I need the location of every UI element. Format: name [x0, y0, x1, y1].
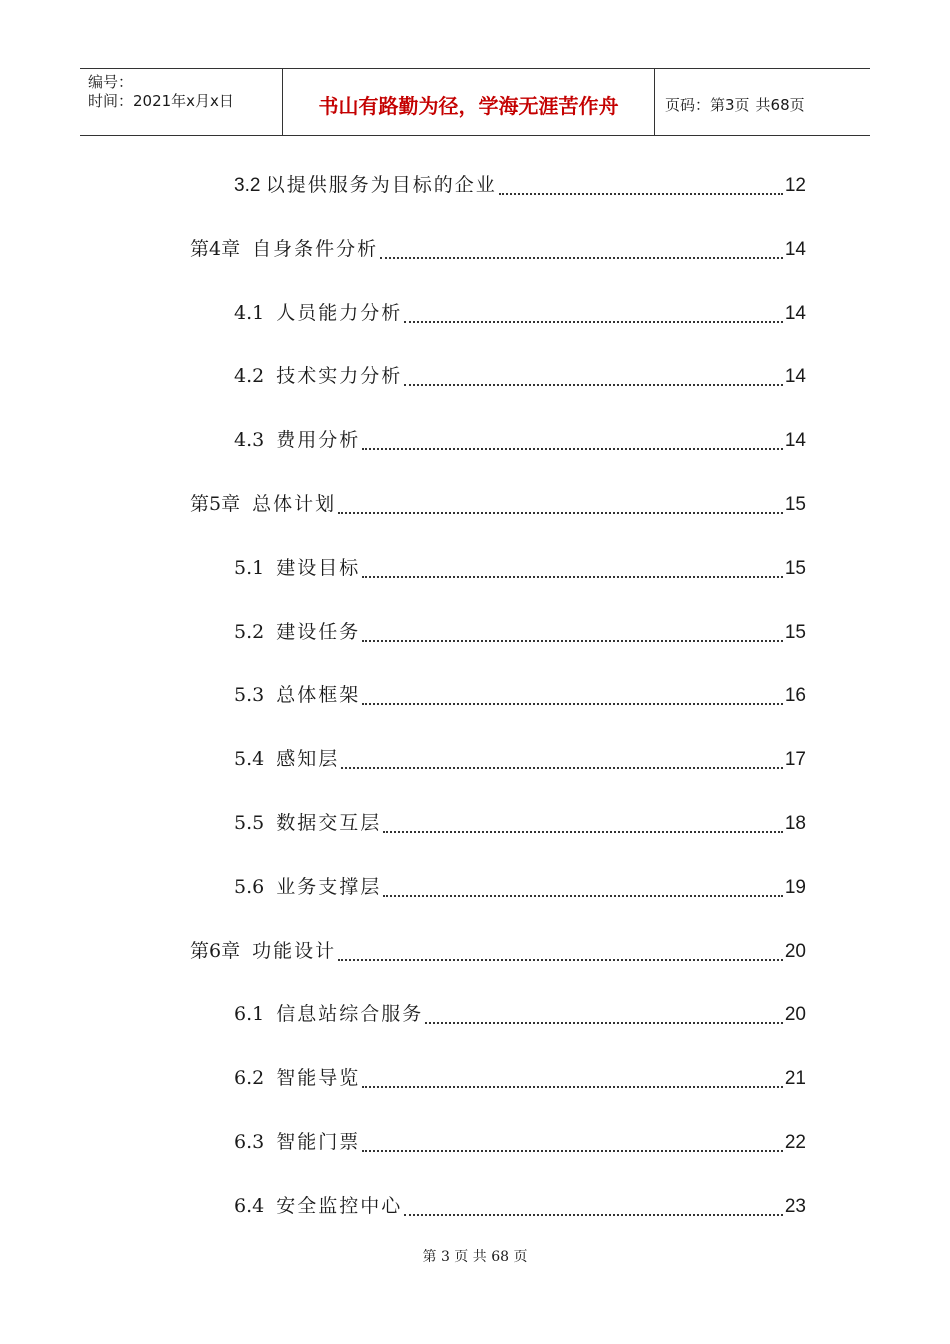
toc-dot-leader — [425, 1021, 783, 1024]
toc-entry-page: 16 — [784, 685, 806, 707]
toc-entry-number: 5.2 — [234, 620, 277, 643]
toc-entry-page: 19 — [784, 876, 806, 898]
toc-dot-leader — [362, 702, 783, 705]
toc-entry-title: 人员能力分析 — [276, 301, 403, 324]
toc-entry-number: 5.6 — [234, 875, 277, 898]
toc-entry[interactable] — [234, 425, 806, 455]
toc-entry-title: 费用分析 — [276, 429, 361, 452]
toc-entry-number: 3.2 — [234, 175, 266, 196]
toc-entry[interactable] — [234, 872, 806, 902]
toc-entry-number: 4.1 — [234, 301, 277, 324]
toc-dot-leader — [362, 1149, 783, 1152]
toc-entry-title: 功能设计 — [252, 939, 337, 962]
toc-entry-number: 6.4 — [234, 1194, 277, 1217]
header-motto — [282, 69, 655, 135]
toc-entry-title: 总体计划 — [252, 493, 337, 515]
toc-entry[interactable] — [234, 808, 806, 838]
toc-entry-title: 建设目标 — [276, 556, 361, 579]
toc-entry-number: 4.3 — [234, 429, 277, 452]
toc-dot-leader — [383, 830, 783, 833]
toc-entry[interactable] — [190, 234, 806, 264]
toc-dot-leader — [380, 256, 783, 259]
toc-entry-title: 以提供服务为目标的企业 — [265, 174, 497, 196]
toc-entry-page: 22 — [784, 1132, 806, 1153]
header-meta — [80, 69, 282, 135]
toc-entry[interactable] — [234, 1063, 806, 1093]
toc-entry-title: 业务支撑层 — [276, 875, 382, 898]
toc-entry-number: 第4章 — [190, 237, 253, 260]
toc-dot-leader — [362, 575, 783, 578]
toc-entry-title: 技术实力分析 — [276, 365, 403, 388]
toc-entry[interactable] — [234, 999, 806, 1029]
toc-entry-page: 15 — [784, 557, 806, 579]
toc-entry-title: 安全监控中心 — [276, 1194, 403, 1217]
document-number-label: 编号： — [88, 73, 134, 91]
toc-entry-page: 23 — [784, 1195, 806, 1217]
toc-entry-page: 14 — [784, 366, 806, 388]
toc-entry-number: 第6章 — [190, 939, 253, 962]
toc-entry-page: 15 — [784, 494, 806, 515]
toc-entry-number: 5.4 — [234, 748, 277, 771]
toc-entry-number: 6.1 — [234, 1003, 277, 1026]
header-page-info — [655, 69, 870, 135]
page-footer — [0, 1246, 950, 1266]
toc-entry-page: 21 — [784, 1068, 806, 1090]
page-header — [80, 68, 870, 136]
toc-entry[interactable] — [234, 298, 806, 328]
toc-dot-leader — [499, 192, 783, 195]
toc-entry-page: 17 — [784, 749, 806, 771]
document-time-label: 时间：2021年x月x日 — [88, 92, 234, 110]
toc-entry-title: 信息站综合服务 — [276, 1003, 424, 1026]
toc-dot-leader — [338, 958, 783, 961]
toc-dot-leader — [362, 639, 783, 642]
toc-entry-page: 18 — [784, 813, 806, 834]
toc-entry-page: 12 — [784, 175, 806, 196]
toc-entry-number: 5.3 — [234, 684, 277, 707]
toc-entry-page: 20 — [784, 940, 806, 962]
toc-dot-leader — [404, 1213, 783, 1216]
toc-dot-leader — [404, 320, 783, 323]
toc-entry[interactable] — [234, 1127, 806, 1157]
toc-entry-title: 感知层 — [276, 748, 340, 771]
toc-entry-number: 5.5 — [234, 812, 277, 834]
toc-dot-leader — [362, 1085, 783, 1088]
toc-dot-leader — [362, 447, 783, 450]
header-page-total: 共68页 — [755, 95, 805, 114]
toc-entry-title: 智能门票 — [276, 1131, 361, 1153]
toc-entry-number: 5.1 — [234, 556, 277, 579]
toc-entry-page: 14 — [784, 238, 806, 260]
toc-entry[interactable] — [234, 680, 806, 710]
toc-entry[interactable] — [234, 744, 806, 774]
toc-entry-page: 15 — [784, 621, 806, 643]
toc-dot-leader — [404, 383, 783, 386]
toc-entry-number: 第5章 — [190, 493, 253, 515]
toc-entry-title: 智能导览 — [276, 1067, 361, 1090]
motto-text: 书山有路勤为径，学海无涯苦作舟 — [318, 93, 619, 118]
toc-entry-title: 总体框架 — [276, 684, 361, 707]
toc-entry[interactable] — [234, 1191, 806, 1221]
toc-entry-title: 自身条件分析 — [252, 237, 379, 260]
toc-entry[interactable] — [234, 361, 806, 391]
toc-entry-title: 建设任务 — [276, 620, 361, 643]
toc-dot-leader — [341, 766, 783, 769]
toc-entry[interactable] — [234, 553, 806, 583]
toc-entry-page: 14 — [784, 302, 806, 324]
toc-entry-number: 6.2 — [234, 1067, 277, 1090]
toc-entry[interactable] — [234, 617, 806, 647]
toc-entry-page: 14 — [784, 430, 806, 452]
toc-entry-number: 4.2 — [234, 365, 277, 388]
toc-dot-leader — [338, 511, 783, 514]
footer-page-number: 第 3 页 共 68 页 — [422, 1249, 528, 1265]
toc-entry[interactable] — [234, 170, 806, 200]
toc-entry-page: 20 — [784, 1004, 806, 1026]
toc-entry-title: 数据交互层 — [276, 812, 382, 834]
toc-entry-number: 6.3 — [234, 1131, 277, 1153]
toc-entry[interactable] — [190, 936, 806, 966]
header-page-current: 页码：第3页 — [665, 95, 750, 114]
toc-dot-leader — [383, 894, 783, 897]
toc-entry[interactable] — [190, 489, 806, 519]
